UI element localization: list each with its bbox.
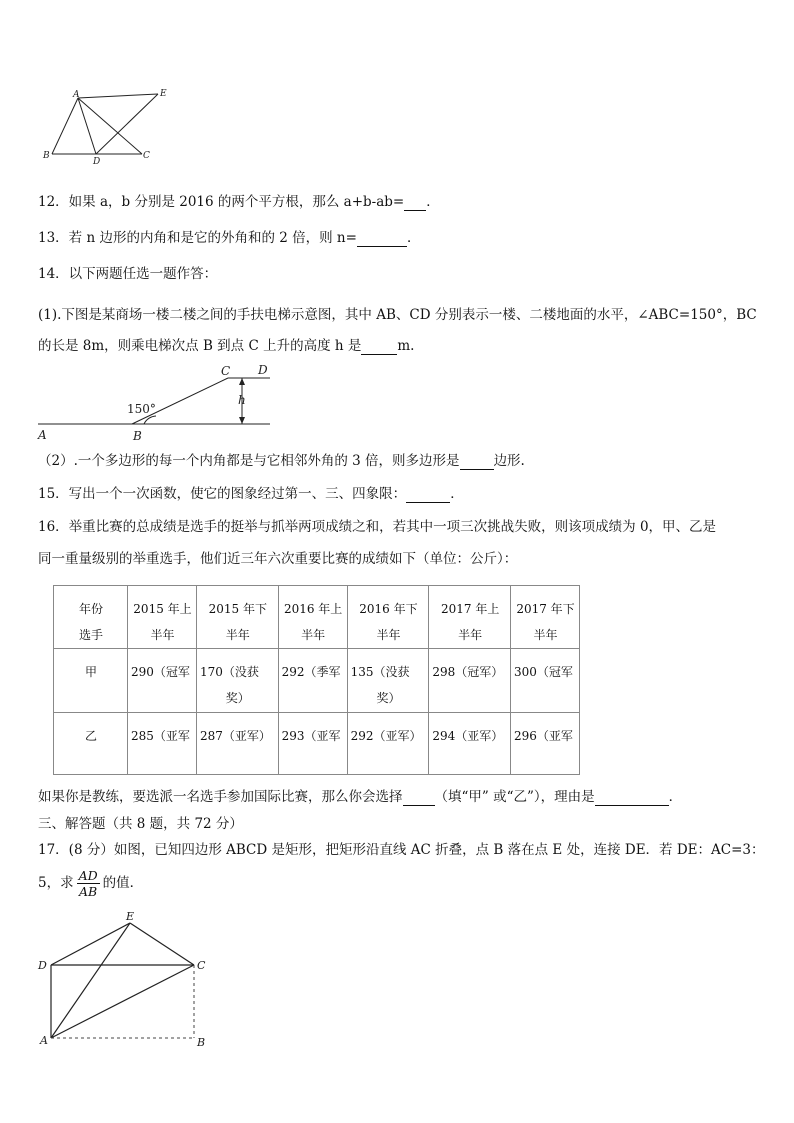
fraction-denominator: AB [79, 884, 98, 899]
label-a: A [73, 90, 80, 100]
header-cell [511, 586, 580, 649]
header-line: 半年 [225, 628, 250, 642]
table-row [54, 713, 580, 775]
q14b-text: （2）.一个多边形的每一个内角都是与它相邻外角的 3 倍，则多边形是 [38, 453, 460, 469]
header-cell [196, 586, 278, 649]
header-cell [429, 586, 511, 649]
question-14 [38, 265, 217, 283]
label-b2: B [133, 429, 142, 443]
q15-text: 15．写出一个一次函数，使它的图象经过第一、三、四象限： [38, 486, 407, 502]
label-h: h [238, 393, 246, 407]
cell-line: 奖） [376, 691, 401, 705]
label-angle: 150° [127, 402, 156, 416]
score-cell [429, 649, 511, 713]
q14a-line2: 的长是 8m，则乘电梯次点 B 到点 C 上升的高度 h 是 [38, 338, 362, 354]
score-cell [278, 649, 347, 713]
score-cell [196, 649, 278, 713]
question-13 [38, 229, 420, 247]
header-corner [54, 586, 128, 649]
table-header-row [54, 586, 580, 649]
label-d3: D [38, 959, 47, 972]
cell-line: 292（季军 [281, 665, 341, 679]
header-line: 半年 [533, 628, 558, 642]
q14b-tail: 边形. [493, 453, 525, 469]
header-cell [278, 586, 347, 649]
q17-post: 的值． [102, 875, 144, 891]
section-3-title [38, 815, 243, 833]
q16b-text: 如果你是教练，要选派一名选手参加国际比赛，那么你会选择 [38, 789, 403, 805]
header-line: 半年 [458, 628, 483, 642]
q15-tail: ． [450, 486, 464, 502]
header-line: 2017 年上 [440, 602, 500, 616]
cell-line: 294（亚军） [432, 729, 504, 743]
q12-text: 12．如果 a，b 分别是 2016 的两个平方根，那么 a+b-ab= [38, 194, 405, 210]
cell-line: 293（亚军 [281, 729, 341, 743]
q16b-blank-2[interactable] [595, 791, 669, 806]
player-cell: 乙 [54, 713, 128, 775]
cell-line: 292（亚军） [350, 729, 422, 743]
header-line: 半年 [301, 628, 326, 642]
corner-player: 选手 [78, 628, 103, 642]
label-b3: B [197, 1036, 206, 1049]
score-cell [347, 713, 429, 775]
header-line: 2016 年下 [359, 602, 418, 616]
header-cell [128, 586, 197, 649]
question-17-line1 [38, 841, 765, 859]
label-c3: C [197, 959, 206, 972]
cell-line: 135（没获 [350, 665, 410, 679]
score-cell [128, 649, 197, 713]
cell-line: 170（没获 [199, 665, 259, 679]
corner-year: 年份 [78, 602, 103, 616]
label-a3: A [40, 1034, 48, 1047]
q14a-blank[interactable] [361, 340, 397, 355]
q12-blank[interactable] [404, 196, 426, 211]
q14a-line1: (1).下图是某商场一楼二楼之间的手扶电梯示意图，其中 AB、CD 分别表示一楼、二楼地面的水平，∠ABC=150°，BC [38, 307, 757, 323]
header-line: 半年 [376, 628, 401, 642]
cell-line: 奖） [225, 691, 250, 705]
q13-text: 13．若 n 边形的内角和是它的外角和的 2 倍，则 n= [38, 230, 357, 246]
section-3-text: 三、解答题（共 8 题，共 72 分） [38, 816, 243, 832]
fraction-numerator: AD [78, 868, 98, 883]
cell-line: 300（冠军 [514, 665, 573, 679]
score-cell [511, 713, 580, 775]
header-line: 2016 年上 [283, 602, 343, 616]
q13-blank[interactable] [357, 232, 407, 247]
header-cell [347, 586, 429, 649]
cell-line: 296（亚军 [514, 729, 573, 743]
q14-text: 14．以下两题任选一题作答： [38, 266, 218, 282]
label-a2: A [38, 428, 47, 442]
score-cell [429, 713, 511, 775]
question-14a-line2 [38, 337, 414, 355]
fraction-ad-ab [77, 868, 100, 899]
q12-tail: ． [426, 194, 440, 210]
q13-tail: ． [406, 230, 421, 246]
figure-1 [38, 88, 178, 168]
label-d2: D [258, 363, 268, 377]
score-cell [347, 649, 429, 713]
score-cell [278, 713, 347, 775]
question-15 [38, 485, 464, 503]
q14a-tail: m. [397, 338, 415, 354]
q16b-tail: ． [668, 789, 683, 805]
score-cell [128, 713, 197, 775]
question-16-line1 [38, 518, 716, 536]
label-c2: C [221, 364, 231, 378]
label-c: C [143, 151, 150, 161]
question-12 [38, 193, 440, 211]
question-16b [38, 788, 682, 806]
header-line: 2017 年下 [516, 602, 575, 616]
score-cell [196, 713, 278, 775]
q16b-blank-1[interactable] [403, 791, 435, 806]
score-cell [511, 649, 580, 713]
q17-pre: 5，求 [38, 875, 74, 891]
label-e: E [160, 89, 167, 99]
header-line: 半年 [150, 628, 175, 642]
q15-blank[interactable] [406, 488, 450, 503]
cell-line: 298（冠军） [432, 665, 504, 679]
header-line: 2015 年下 [208, 602, 267, 616]
score-table [53, 585, 580, 775]
table-row [54, 649, 580, 713]
question-14a-line1 [38, 306, 757, 324]
cell-line: 287（亚军） [199, 729, 271, 743]
figure-escalator [36, 362, 276, 444]
player-cell: 甲 [54, 649, 128, 713]
q16-line1: 16．举重比赛的总成绩是选手的挺举与抓举两项成绩之和，若其中一项三次挑战失败，则该项成绩为 0，甲、乙是 [38, 519, 717, 535]
cell-line: 290（冠军 [131, 665, 190, 679]
question-17-line2 [38, 866, 143, 900]
q16b-mid: （填“甲” 或“乙”），理由是 [434, 789, 595, 805]
question-16-line2 [38, 550, 517, 568]
label-e3: E [126, 910, 135, 923]
header-line: 2015 年上 [133, 602, 192, 616]
figure-rectangle [34, 908, 224, 1053]
cell-line: 285（亚军 [131, 729, 190, 743]
label-b: B [43, 151, 50, 161]
q14b-blank[interactable] [460, 455, 494, 470]
q17-line1: 17．(8 分）如图，已知四边形 ABCD 是矩形，把矩形沿直线 AC 折叠，点 B 落在点 E 处，连接 DE．若 DE：AC=3： [38, 842, 765, 858]
label-d: D [93, 157, 101, 167]
q16-line2: 同一重量级别的举重选手，他们近三年六次重要比赛的成绩如下（单位：公斤）： [38, 551, 518, 567]
question-14b [38, 452, 525, 470]
